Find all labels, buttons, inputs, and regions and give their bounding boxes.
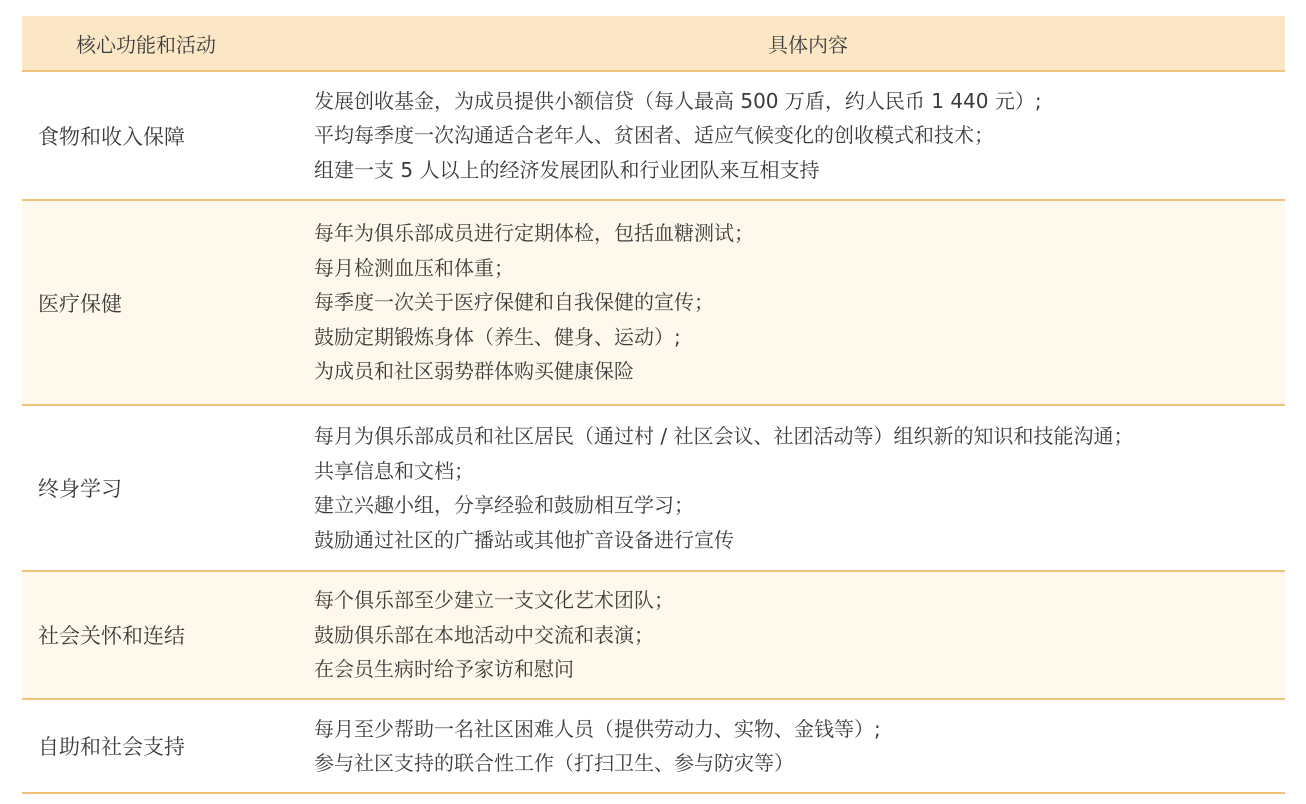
content-line: 每季度一次关于医疗保健和自我保健的宣传； [314,290,714,315]
activities-table-container [22,16,1285,794]
content-line: 鼓励定期锻炼身体（养生、健身、运动）; [314,324,681,349]
table-header-row [22,16,1285,71]
activities-table [22,16,1285,794]
content-cell [290,200,1285,405]
content-line: 每月为俱乐部成员和社区居民（通过村 / 社区会议、社团活动等）组织新的知识和技能沟通； [314,424,1134,448]
content-line: 为成员和社区弱势群体购买健康保险 [314,359,634,384]
function-cell: 食物和收入保障 [22,71,290,200]
content-line: 平均每季度一次沟通适合老年人、贫困者、适应气候变化的创收模式和技术； [314,123,994,148]
content-line: 发展创收基金，为成员提供小额信贷（每人最高 500 万盾，约人民币 1 440 元）; [314,88,1042,113]
table-row [22,200,1285,405]
content-line: 共享信息和文档； [314,458,474,483]
function-cell: 自助和社会支持 [22,699,290,793]
table-row [22,699,1285,793]
content-cell [290,405,1285,571]
content-line: 每个俱乐部至少建立一支文化艺术团队； [314,588,674,613]
content-line: 每月检测血压和体重； [314,255,514,280]
content-line: 建立兴趣小组，分享经验和鼓励相互学习； [314,493,694,517]
content-line: 每年为俱乐部成员进行定期体检，包括血糖测试； [314,221,754,246]
table-row [22,405,1285,571]
header-content-cell [290,16,1285,71]
table-row [22,571,1285,699]
table-row [22,71,1285,200]
content-line: 鼓励俱乐部在本地活动中交流和表演； [314,622,654,647]
header-content: 具体内容 [768,32,848,57]
function-cell: 社会关怀和连结 [22,571,290,699]
content-line: 鼓励通过社区的广播站或其他扩音设备进行宣传 [314,527,734,552]
content-line: 参与社区支持的联合性工作（打扫卫生、参与防灾等） [314,751,794,775]
content-line: 在会员生病时给予家访和慰问 [314,657,574,682]
content-cell [290,571,1285,699]
content-line: 组建一支 5 人以上的经济发展团队和行业团队来互相支持 [314,157,820,182]
function-cell: 终身学习 [22,405,290,571]
content-line: 每月至少帮助一名社区困难人员（提供劳动力、实物、金钱等）; [314,716,881,741]
content-cell [290,71,1285,200]
header-function: 核心功能和活动 [22,16,290,71]
function-cell: 医疗保健 [22,200,290,405]
content-cell [290,699,1285,793]
